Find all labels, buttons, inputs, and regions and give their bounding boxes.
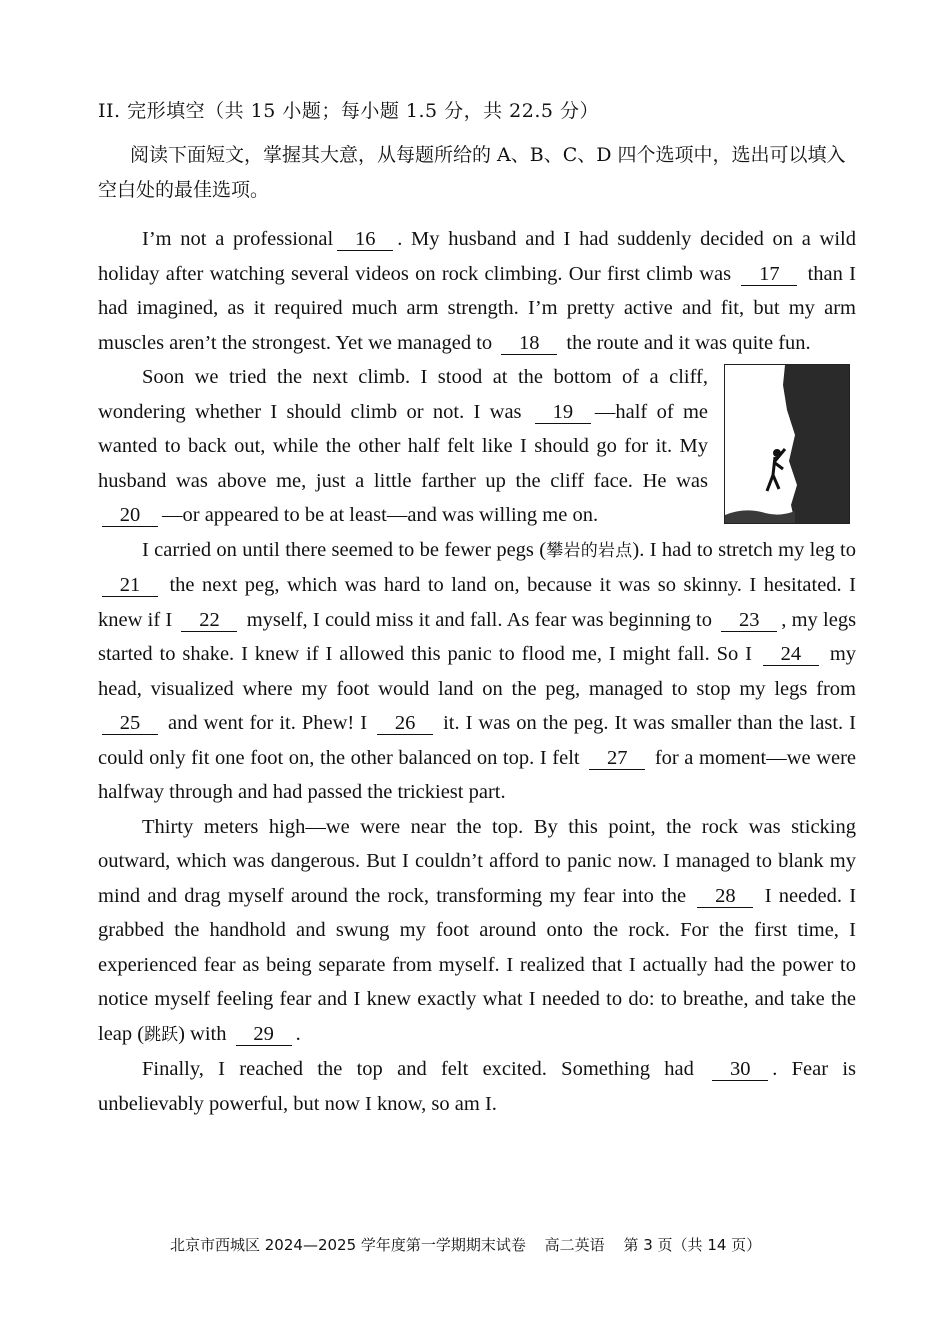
paragraph-2 bbox=[98, 360, 856, 533]
section-title: II. 完形填空（共 15 小题；每小题 1.5 分，共 22.5 分） bbox=[98, 100, 600, 122]
rock-climber-illustration bbox=[724, 364, 850, 524]
page-number: 第 3 页（共 14 页） bbox=[623, 1236, 762, 1254]
blank-29: 29 bbox=[236, 1023, 292, 1046]
paragraph-4 bbox=[98, 810, 856, 1053]
blank-21: 21 bbox=[102, 574, 158, 597]
blank-20: 20 bbox=[102, 504, 158, 527]
passage-text: —or appeared to be at least—and was willing me on. bbox=[162, 504, 599, 526]
passage-text: . bbox=[295, 1022, 301, 1045]
passage-text: Thirty meters high—we were near the top. By this point, the rock was sticking outward, which was dangerous. But I couldn’t afford to panic now. I managed to blank my mind and drag myself around the rock, transforming my fear into the bbox=[98, 815, 856, 907]
blank-28: 28 bbox=[697, 885, 753, 908]
blank-23: 23 bbox=[721, 609, 777, 632]
paragraph-3 bbox=[98, 533, 856, 810]
passage-text: myself, I could miss it and fall. As fear was beginning to bbox=[246, 608, 712, 631]
page-footer bbox=[170, 1234, 810, 1255]
blank-24: 24 bbox=[763, 643, 819, 666]
passage-text: . Fear is unbelievably powerful, but now I know, so am I. bbox=[98, 1058, 856, 1115]
cloze-passage bbox=[98, 222, 856, 1121]
passage-text: ) with bbox=[178, 1022, 227, 1045]
blank-27: 27 bbox=[589, 747, 645, 770]
passage-text: , my legs started to shake. I knew if I allowed this panic to flood me, I might fall. So I bbox=[98, 608, 857, 665]
blank-25: 25 bbox=[102, 712, 158, 735]
blank-26: 26 bbox=[377, 712, 433, 735]
climber-silhouette-icon bbox=[725, 365, 849, 523]
paragraph-1 bbox=[98, 222, 856, 360]
passage-text: the route and it was quite fun. bbox=[566, 331, 811, 354]
passage-text: I carried on until there seemed to be fewer pegs ( bbox=[142, 538, 547, 561]
blank-22: 22 bbox=[181, 609, 237, 632]
passage-text: I’m not a professional bbox=[142, 228, 334, 250]
blank-19: 19 bbox=[535, 401, 591, 424]
passage-text: my head, visualized where my foot would land on the peg, managed to stop my legs from bbox=[98, 643, 857, 700]
passage-text: the next peg, which was hard to land on, because it was so skinny. I hesitated. I knew if I bbox=[98, 574, 856, 631]
passage-text: it. I was on the peg. It was smaller than the last. I could only fit one foot on, the other balanced on top. I felt bbox=[98, 712, 857, 769]
passage-text: for a moment—we were halfway through and had passed the trickiest part. bbox=[98, 746, 857, 803]
exam-name: 北京市西城区 2024—2025 学年度第一学期期末试卷 bbox=[170, 1236, 526, 1254]
passage-text: Soon we tried the next climb. I stood at the bottom of a cliff, wondering whether I should climb or not. I was bbox=[98, 366, 708, 423]
passage-text: and went for it. Phew! I bbox=[168, 712, 368, 734]
instructions: 阅读下面短文，掌握其大意，从每题所给的 A、B、C、D 四个选项中，选出可以填入空白处的最佳选项。 bbox=[98, 144, 846, 201]
gloss-pegs: 攀岩的岩点 bbox=[546, 540, 633, 561]
passage-text: . My husband and I had suddenly decided on a wild holiday after watching several videos on rock climbing. Our first climb was bbox=[98, 228, 856, 285]
passage-text: than I had imagined, as it required much arm strength. I’m pretty active and fit, but my arm muscles aren’t the strongest. Yet we managed to bbox=[98, 262, 856, 354]
blank-17: 17 bbox=[741, 263, 797, 286]
subject-name: 高二英语 bbox=[544, 1236, 605, 1254]
blank-18: 18 bbox=[501, 332, 557, 355]
passage-text: ). I had to stretch my leg to bbox=[632, 538, 857, 561]
passage-text: —half of me wanted to back out, while the other half felt like I should go for it. My husband was above me, just a little farther up the cliff face. He was bbox=[98, 400, 709, 492]
paragraph-5 bbox=[98, 1052, 856, 1121]
passage-text: I needed. I grabbed the handhold and swung my foot around onto the rock. For the first time, I experienced fear as being separate from myself. I realized that I actually had the power to notice myself feeling fear and I knew exactly what I needed to do: to breathe, and take the leap ( bbox=[98, 884, 857, 1045]
gloss-leap: 跳跃 bbox=[144, 1024, 179, 1045]
passage-text: Finally, I reached the top and felt excited. Something had bbox=[142, 1058, 694, 1080]
blank-30: 30 bbox=[712, 1058, 768, 1081]
blank-16: 16 bbox=[337, 228, 393, 251]
